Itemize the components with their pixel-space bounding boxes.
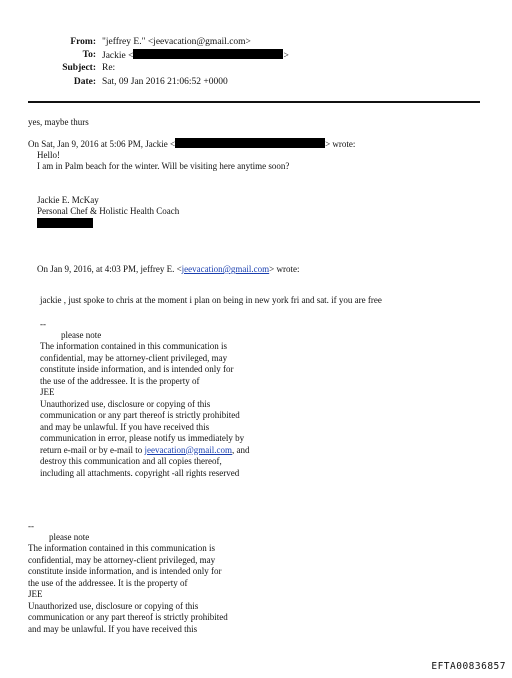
jackie-line-1: Hello! [37, 150, 60, 160]
disclaimer-line: confidential, may be attorney-client privileged, may [28, 554, 216, 565]
quote-intro [28, 138, 355, 151]
email-link[interactable]: jeevacation@gmail.com [181, 264, 270, 274]
disclaimer-line: and may be unlawful. If you have received this [28, 623, 198, 634]
earlier-message: jackie , just spoke to chris at the moment i plan on being in new york fri and sat. if you are free [40, 295, 382, 305]
disclaimer-body [40, 341, 249, 479]
to-value: Jackie < [102, 51, 134, 61]
disclaimer-line: including all attachments. copyright -all rights reserved [40, 467, 240, 478]
redaction-bar [175, 138, 325, 148]
disclaimer-line: the use of the addressee. It is the property of [28, 577, 188, 588]
quote-intro-end: > wrote: [325, 139, 356, 149]
disclaimer-line: The information contained in this communication is [40, 341, 227, 351]
earlier-intro-start: On Jan 9, 2016, at 4:03 PM, jeffrey E. < [37, 264, 182, 274]
disclaimer-heading: please note [49, 532, 90, 542]
disclaimer-body [28, 543, 228, 635]
disclaimer-line: communication in error, please notify us immediately by [40, 433, 245, 443]
date-label: Date: [73, 77, 96, 87]
date-value: Sat, 09 Jan 2016 21:06:52 +0000 [102, 77, 228, 87]
document-id: EFTA00836857 [431, 661, 506, 672]
redaction-bar [37, 218, 93, 228]
from-label: From: [70, 37, 96, 47]
redaction-bar [133, 49, 283, 59]
to-label: To: [82, 50, 96, 60]
disclaimer-dashes: -- [40, 319, 46, 329]
disclaimer-line: constitute inside information, and is intended only for [40, 364, 234, 374]
from-value: "jeffrey E." <jeevacation@gmail.com> [102, 37, 251, 47]
earlier-intro [37, 264, 300, 276]
disclaimer-line: constitute inside information, and is intended only for [28, 566, 222, 576]
disclaimer-line: Unauthorized use, disclosure or copying of this [28, 600, 199, 611]
disclaimer-line: Unauthorized use, disclosure or copying of this [40, 398, 211, 409]
subject-value: Re: [102, 63, 116, 73]
signature-name: Jackie E. McKay [37, 195, 99, 205]
disclaimer-line: communication or any part thereof is strictly prohibited [40, 410, 240, 420]
jackie-line-2: I am in Palm beach for the winter. Will be visiting here anytime soon? [37, 161, 290, 171]
disclaimer-line: the use of the addressee. It is the property of [40, 375, 200, 386]
header-divider [28, 101, 480, 103]
subject-label: Subject: [62, 63, 96, 73]
signature-title: Personal Chef & Holistic Health Coach [37, 206, 180, 216]
disclaimer-line: confidential, may be attorney-client privileged, may [40, 352, 228, 363]
disclaimer-line: The information contained in this communication is [28, 543, 215, 553]
disclaimer-line: communication or any part thereof is strictly prohibited [28, 612, 228, 622]
email-link[interactable]: jeevacation@gmail.com [144, 444, 232, 455]
quote-intro-start: On Sat, Jan 9, 2016 at 5:06 PM, Jackie < [28, 139, 176, 149]
disclaimer-line: destroy this communication and all copies thereof, [40, 456, 222, 466]
disclaimer-line: and may be unlawful. If you have received this [40, 421, 210, 432]
disclaimer-line: JEE [28, 589, 43, 599]
disclaimer-dashes: -- [28, 521, 34, 531]
to-end: > [283, 51, 289, 61]
earlier-intro-end: > wrote: [269, 264, 300, 274]
reply-text: yes, maybe thurs [28, 117, 89, 127]
disclaimer-line: JEE [40, 387, 55, 397]
disclaimer-heading: please note [61, 330, 102, 340]
disclaimer-email-line: return e-mail or by e-mail to jeevacation@gmail.com, and [40, 444, 250, 455]
